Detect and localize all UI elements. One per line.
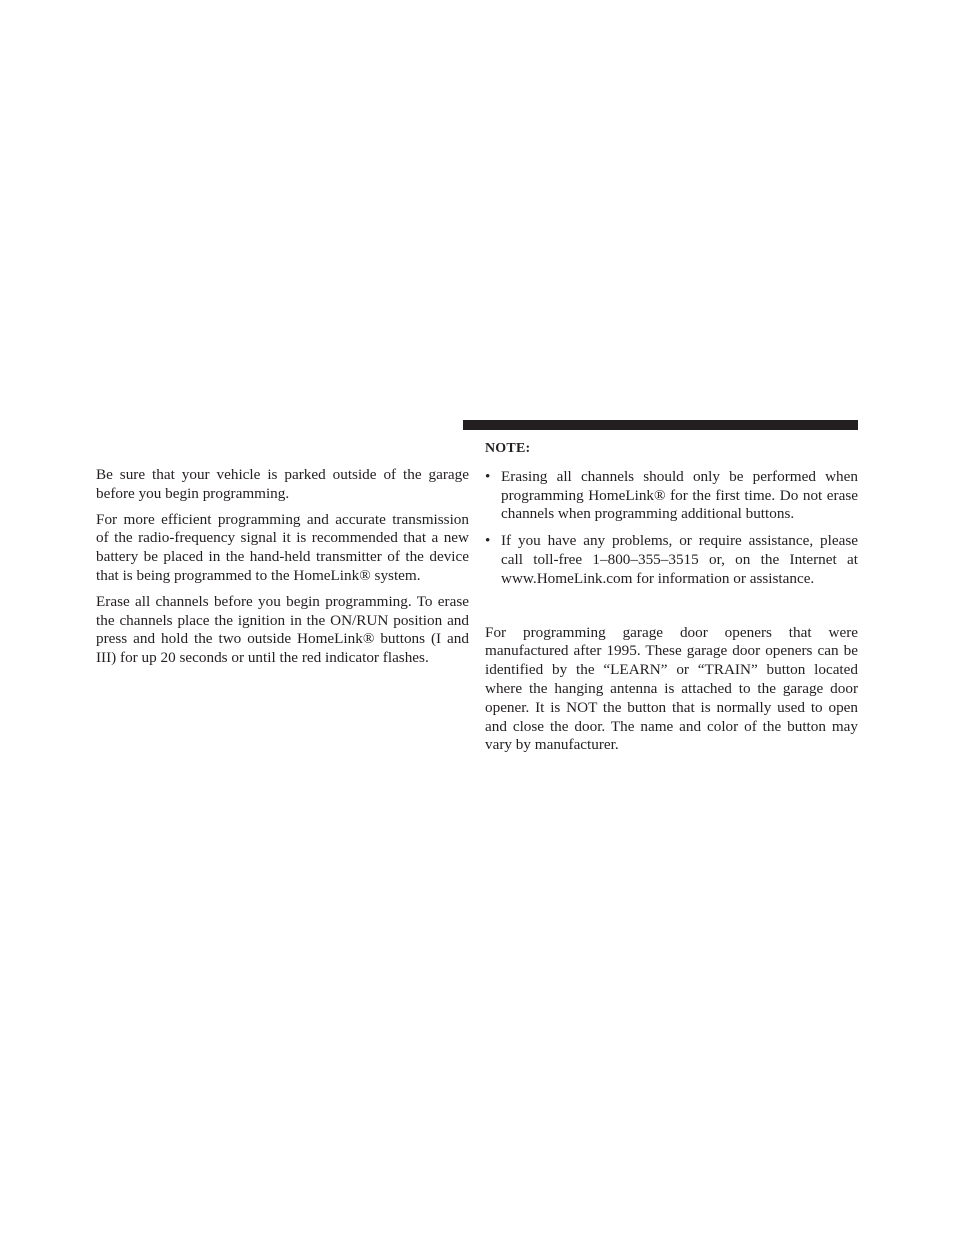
bullet-icon: • [485, 467, 491, 485]
paragraph-erase-channels: Erase all channels before you begin programming. To erase the channels place the ignition in the ON/RUN position and press and hold the two outside HomeLink® buttons (I and III) for up 20 seconds or until the red indicator flashes. [96, 592, 469, 667]
paragraph-garage-openers-after-1995: For programming garage door openers that were manufactured after 1995. These garage door openers can be identified by the “LEARN” or “TRAIN” button located where the hanging antenna is attached to the garage door opener. It is NOT the button that is normally used to open and close the door. The name and color of the button may vary by manufacturer. [485, 623, 858, 754]
note-item-assistance [485, 532, 858, 588]
left-column [96, 466, 469, 675]
note-item-erasing [485, 468, 858, 524]
paragraph-park-outside: Be sure that your vehicle is parked outside of the garage before you begin programming. [96, 466, 469, 502]
paragraph-battery-recommendation: For more efficient programming and accurate transmission of the radio-frequency signal it is recommended that a new battery be placed in the hand-held transmitter of the device that is being programmed to the HomeLink® system. [96, 510, 469, 584]
note-item-text: Erasing all channels should only be performed when programming HomeLink® for the first time. Do not erase channels when programming additional buttons. [501, 467, 858, 523]
note-heading: NOTE: [485, 441, 531, 456]
note-header-rule [463, 420, 858, 430]
bullet-icon: • [485, 532, 491, 550]
right-column [485, 440, 858, 762]
section-spacer [485, 597, 858, 624]
note-list [485, 468, 858, 589]
note-item-text: If you have any problems, or require assistance, please call toll-free 1–800–355–3515 or, on the Internet at www.HomeLink.com for information or assistance. [501, 532, 858, 587]
